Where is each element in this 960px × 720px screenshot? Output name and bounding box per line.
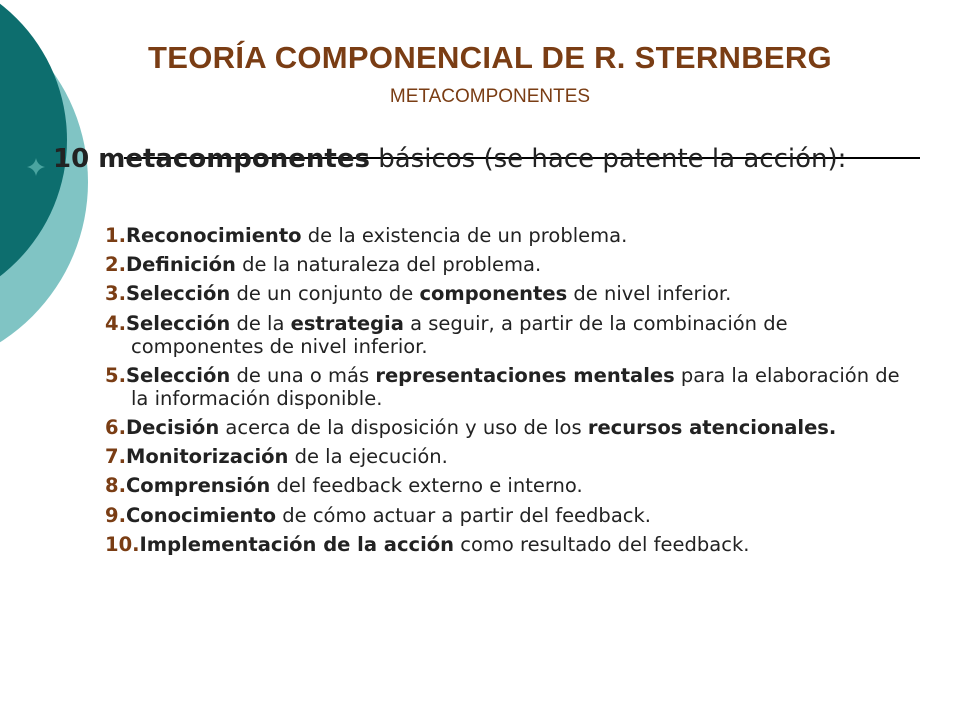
list-item [105,364,905,410]
main-bullet-rest: básicos (se hace patente la acción): [369,144,847,174]
item-number: 8. [105,474,126,498]
item-number: 7. [105,445,126,469]
item-term: Implementación de la acción [139,532,455,556]
item-number: 2. [105,253,126,277]
item-term: Selección [125,282,231,306]
item-text: acerca de la disposición y uso de los [219,415,588,439]
list-item [105,533,905,556]
item-number: 4. [105,311,126,335]
slide-title: TEORÍA COMPONENCIAL DE R. STERNBERG [148,40,832,75]
item-term: Conocimiento [125,503,277,527]
item-number: 6. [105,415,126,439]
item-term: Monitorización [125,445,289,469]
item-term: estrategia [290,311,404,335]
metacomponent-list [105,224,905,562]
list-item [105,474,905,497]
item-text: a seguir, a partir de la combinación de componentes de nivel inferior. [131,311,788,358]
item-number: 9. [105,503,126,527]
item-text: de una o más [230,363,376,387]
list-item [105,224,905,247]
item-text: de un conjunto de [230,282,420,306]
item-term: Selección [125,363,231,387]
item-term: componentes [419,282,568,306]
item-term: Reconocimiento [125,224,302,247]
item-term: Decisión [125,415,220,439]
item-number: 5. [105,363,126,387]
list-item [105,416,905,439]
item-number: 3. [105,282,126,306]
item-term: recursos atencionales. [587,415,837,439]
item-text: como resultado del feedback. [454,532,750,556]
item-text: de la [230,311,291,335]
list-item [105,504,905,527]
item-text: del feedback externo e interno. [270,474,583,498]
item-term: Definición [125,253,236,277]
list-item [105,282,905,305]
list-item [105,445,905,468]
item-term: representaciones mentales [375,363,675,387]
list-item [105,312,905,358]
item-text: de la existencia de un problema. [301,224,628,247]
item-text: de nivel inferior. [567,282,732,306]
diamond-bullet-icon [26,157,46,177]
item-term: Selección [125,311,231,335]
item-number: 10. [105,532,140,556]
main-bullet-text [53,146,933,173]
item-text: de la naturaleza del problema. [235,253,542,277]
item-term: Comprensión [125,474,271,498]
item-number: 1. [105,224,126,247]
slide-subtitle: METACOMPONENTES [389,86,591,107]
list-item [105,253,905,276]
item-text: de la ejecución. [288,445,448,469]
item-text: de cómo actuar a partir del feedback. [276,503,651,527]
main-bullet-bold: 10 metacomponentes [53,144,370,174]
item-text: para la elaboración de la información disponible. [131,363,900,410]
